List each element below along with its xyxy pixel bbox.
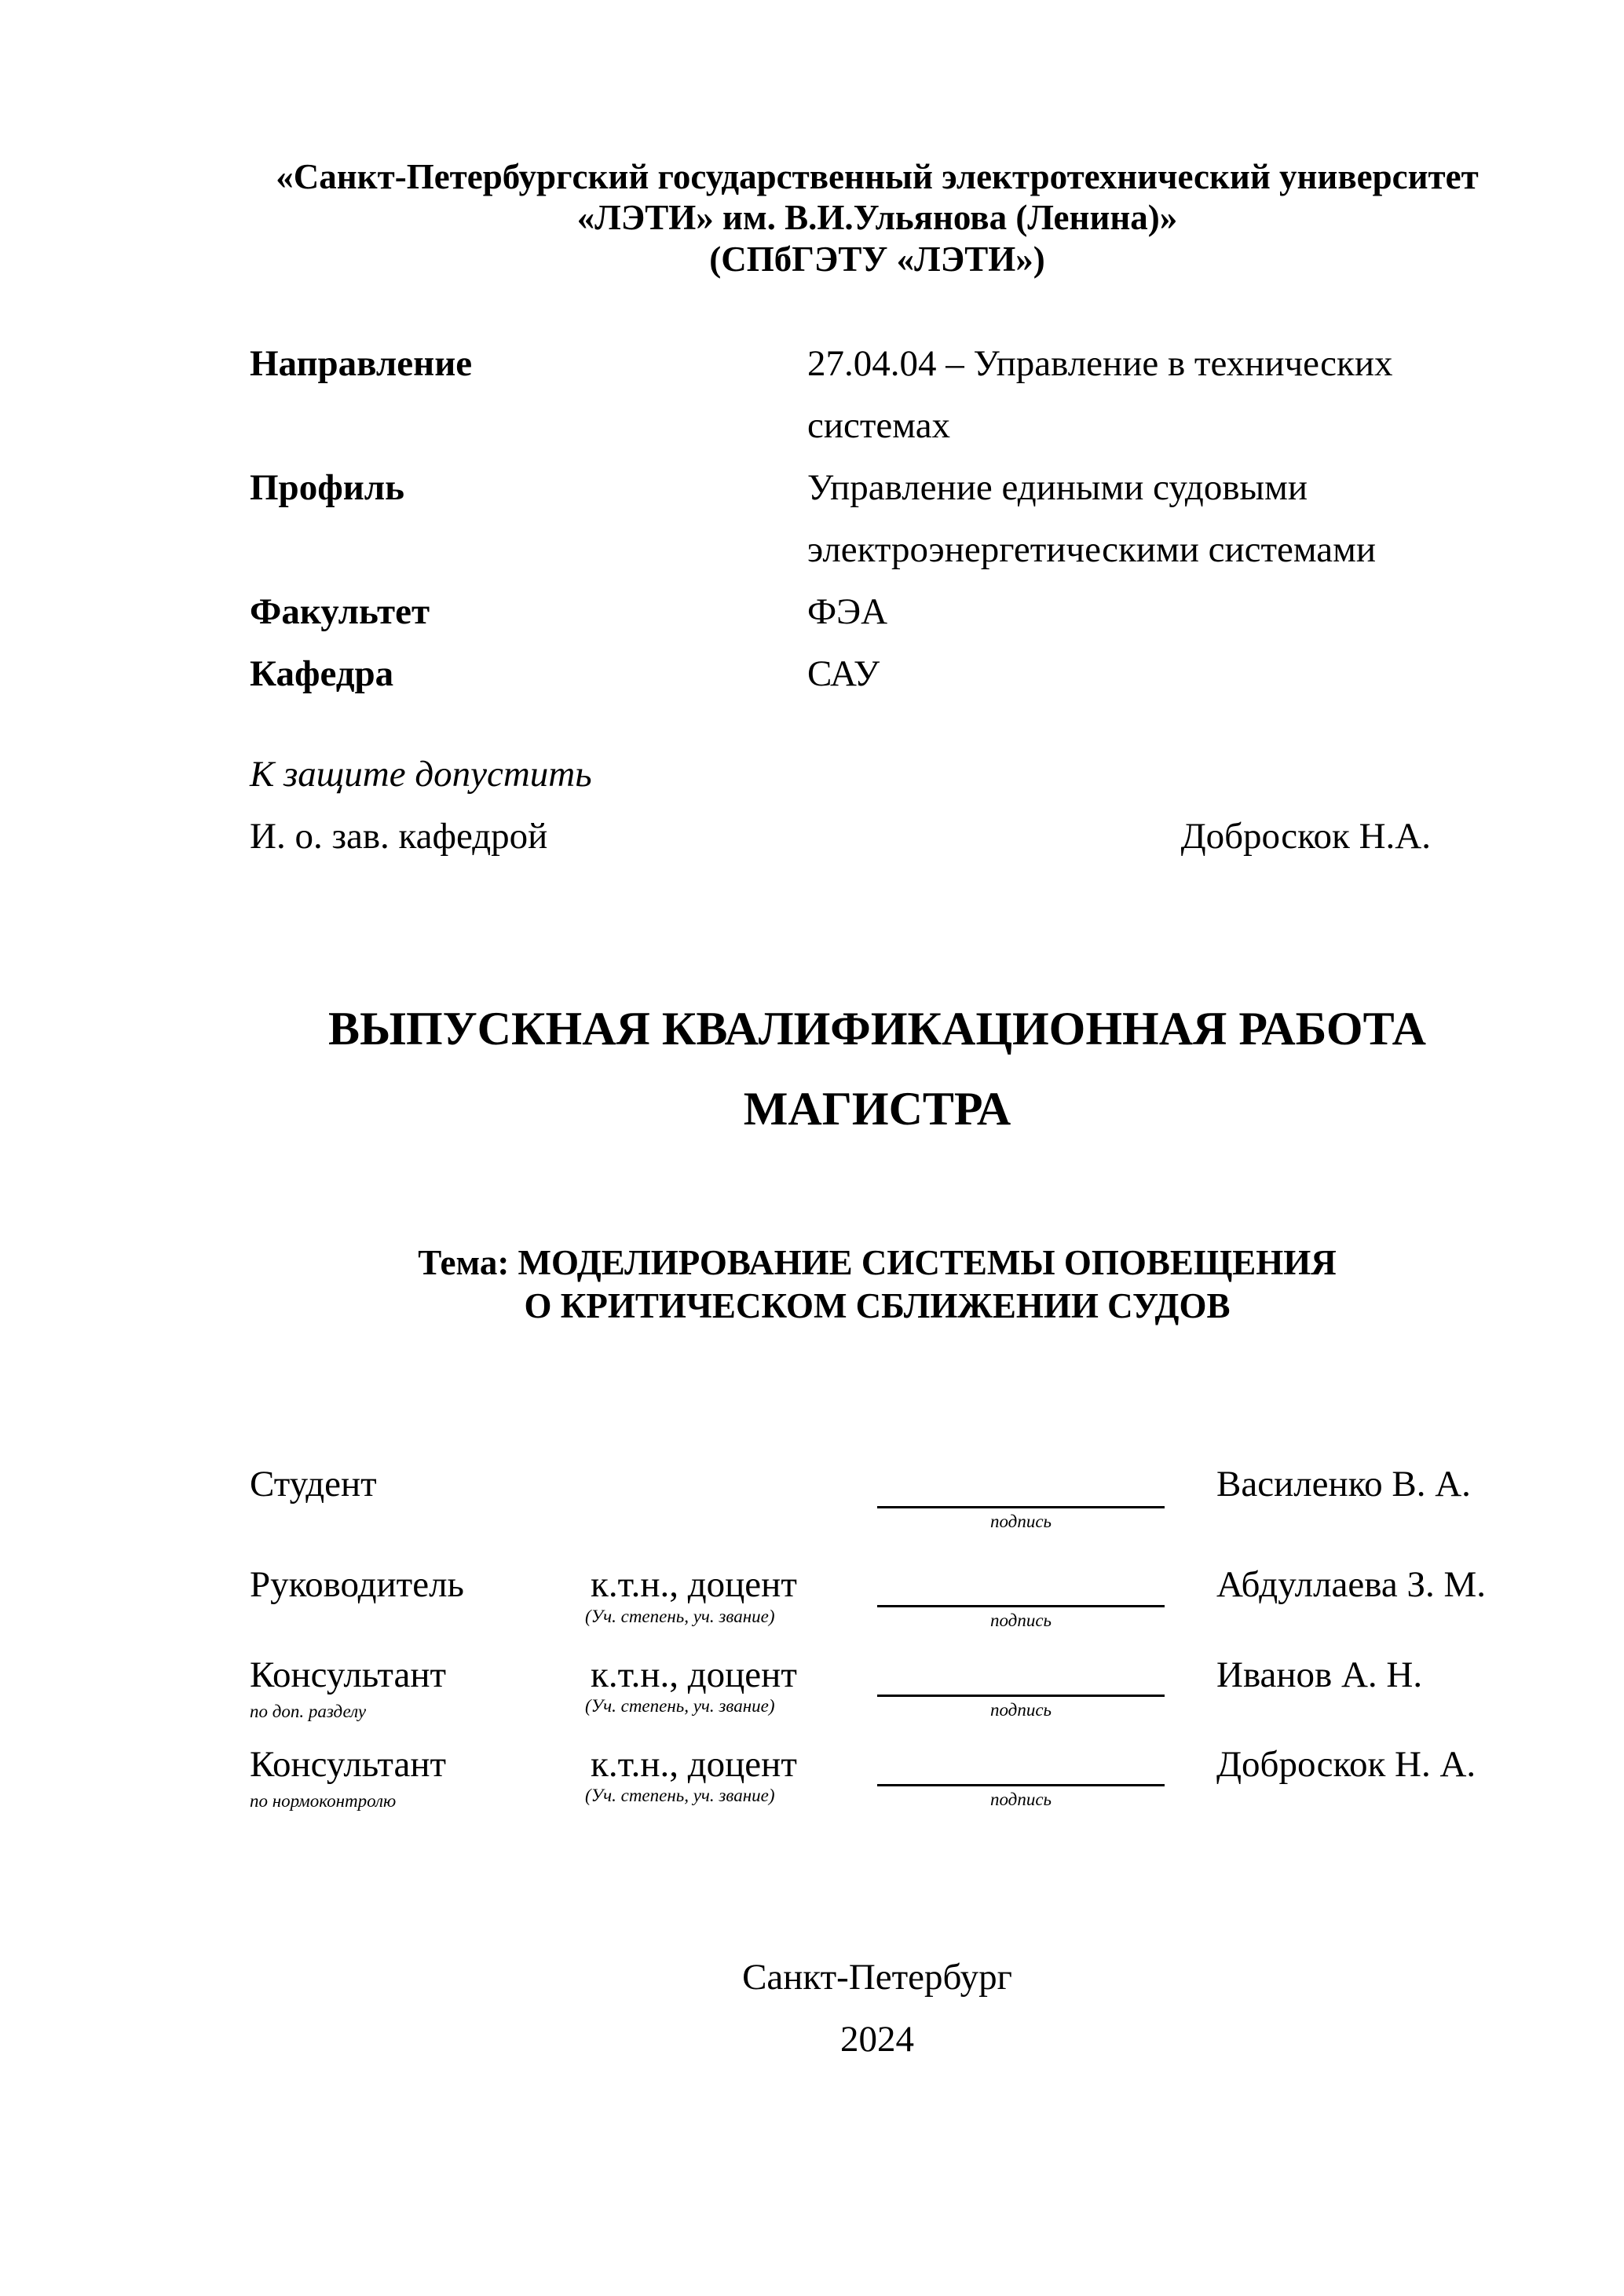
topic-line1: Тема: МОДЕЛИРОВАНИЕ СИСТЕМЫ ОПОВЕЩЕНИЯ <box>418 1243 1337 1282</box>
faculty-label: Факультет <box>250 591 430 632</box>
signature-role: Консультант <box>250 1744 447 1785</box>
signature-role: Руководитель <box>250 1564 464 1605</box>
signature-degree-note: (Уч. степень, уч. звание) <box>585 1786 775 1805</box>
signature-degree: к.т.н., доцент <box>591 1564 797 1605</box>
department-value: САУ <box>807 653 880 694</box>
signature-line <box>877 1506 1165 1508</box>
signature-line <box>877 1784 1165 1786</box>
signature-degree-note: (Уч. степень, уч. звание) <box>585 1696 775 1716</box>
signature-degree-note: (Уч. степень, уч. звание) <box>585 1607 775 1626</box>
signature-role: Студент <box>250 1464 377 1504</box>
approval-role: И. о. зав. кафедрой <box>250 816 548 857</box>
signature-role-note: по нормоконтролю <box>250 1791 397 1811</box>
signature-name: Иванов А. Н. <box>1216 1654 1423 1695</box>
approval-title: К защите допустить <box>250 754 592 795</box>
signature-note: подпись <box>989 1610 1052 1630</box>
profile-value-line2: электроэнергетическими системами <box>807 529 1377 570</box>
signature-role-note: по доп. разделу <box>250 1702 367 1721</box>
signature-note: подпись <box>989 1512 1052 1531</box>
topic-line2: О КРИТИЧЕСКОМ СБЛИЖЕНИИ СУДОВ <box>524 1286 1231 1325</box>
signature-note: подпись <box>989 1790 1052 1809</box>
approval-name: Доброскок Н.А. <box>1180 816 1431 857</box>
profile-value-line1: Управление едиными судовыми <box>807 467 1308 508</box>
signature-name: Доброскок Н. А. <box>1216 1744 1476 1785</box>
footer-city: Санкт-Петербург <box>742 1957 1012 1998</box>
faculty-value: ФЭА <box>807 591 888 632</box>
signature-line <box>877 1695 1165 1697</box>
signature-note: подпись <box>989 1700 1052 1720</box>
direction-value-line1: 27.04.04 – Управление в технических <box>807 343 1393 384</box>
signature-line <box>877 1605 1165 1607</box>
university-name-line2: «ЛЭТИ» им. В.И.Ульянова (Ленина)» <box>576 198 1178 237</box>
university-abbr: (СПбГЭТУ «ЛЭТИ») <box>709 239 1045 279</box>
profile-label: Профиль <box>250 467 405 508</box>
signature-role: Консультант <box>250 1654 447 1695</box>
signature-degree: к.т.н., доцент <box>591 1744 797 1785</box>
signature-degree: к.т.н., доцент <box>591 1654 797 1695</box>
direction-label: Направление <box>250 343 473 384</box>
signature-name: Абдуллаева З. М. <box>1216 1564 1487 1605</box>
signature-name: Василенко В. А. <box>1216 1464 1471 1504</box>
footer-year: 2024 <box>840 2019 914 2060</box>
document-title-line1: ВЫПУСКНАЯ КВАЛИФИКАЦИОННАЯ РАБОТА <box>328 1003 1426 1055</box>
direction-value-line2: системах <box>807 405 951 446</box>
department-label: Кафедра <box>250 653 394 694</box>
university-name-line1: «Санкт-Петербургский государственный электротехнический университет <box>276 157 1479 196</box>
document-title-line2: МАГИСТРА <box>743 1083 1011 1135</box>
